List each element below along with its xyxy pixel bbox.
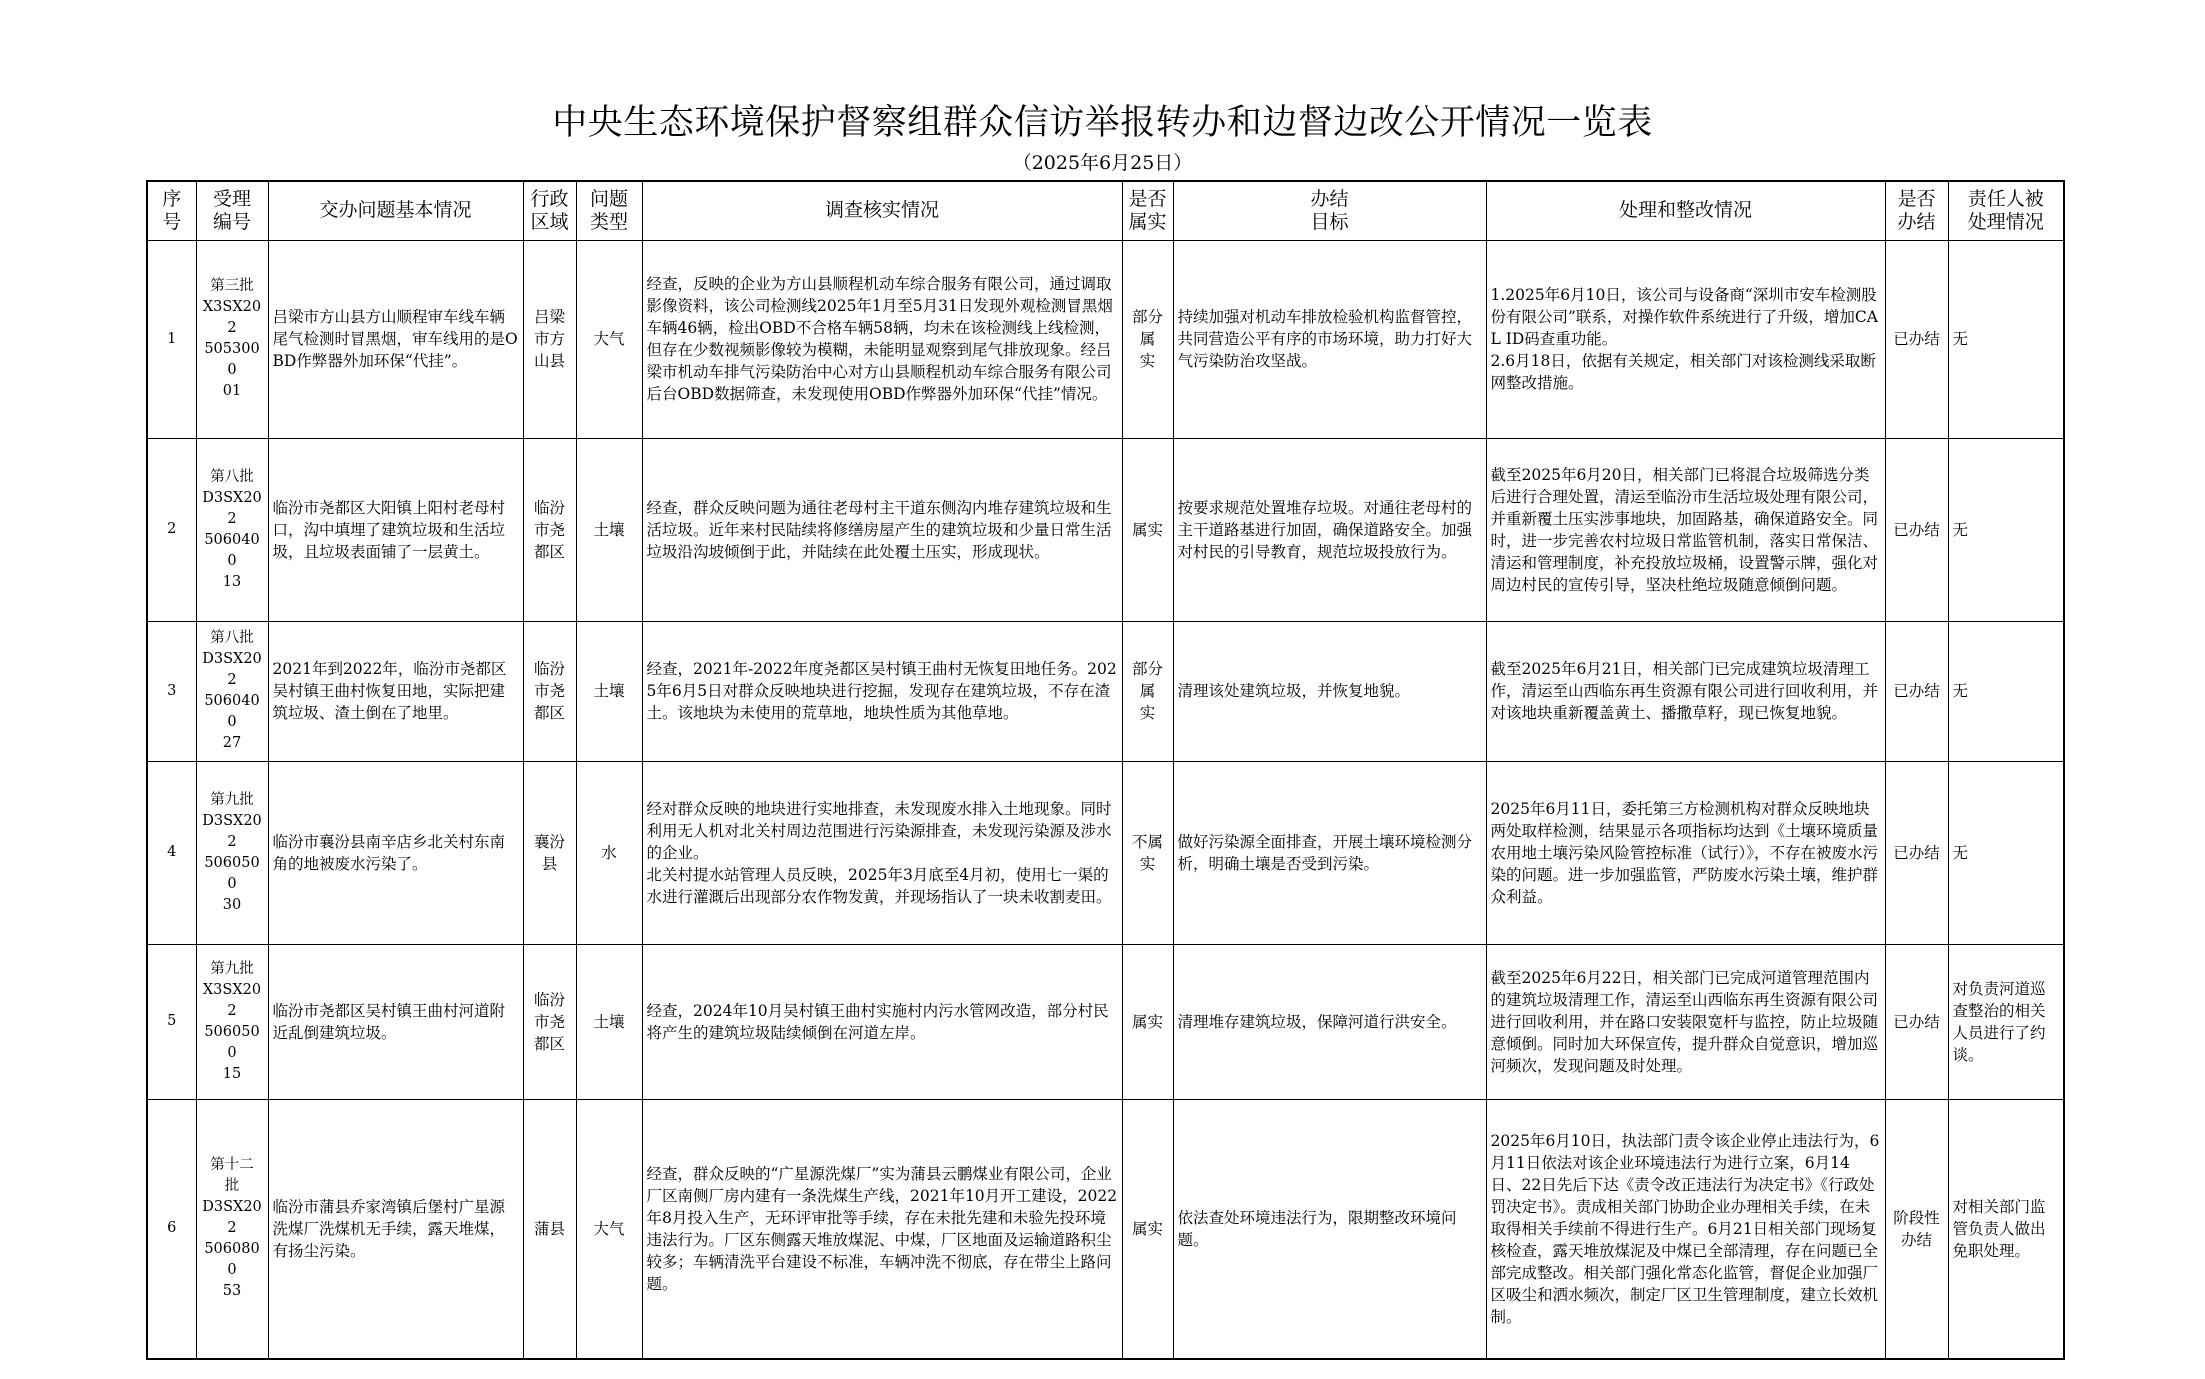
cell-code: 第三批 X3SX202 5053000 01 <box>196 240 268 438</box>
cell-problem: 临汾市尧都区大阳镇上阳村老母村口，沟中填埋了建筑垃圾和生活垃圾，且垃圾表面铺了一层黄土。 <box>268 438 523 621</box>
cell-accountability: 对负责河道巡查整治的相关人员进行了约谈。 <box>1948 944 2064 1099</box>
header-problem: 交办问题基本情况 <box>268 181 523 240</box>
cell-done: 阶段性 办结 <box>1885 1099 1948 1359</box>
table-row <box>147 240 2064 438</box>
cell-verified: 属实 <box>1122 1099 1173 1359</box>
cell-verified: 部分属 实 <box>1122 240 1173 438</box>
cell-type: 土壤 <box>576 944 642 1099</box>
cell-verified: 不属实 <box>1122 761 1173 944</box>
cell-investigation: 经查，2024年10月吴村镇王曲村实施村内污水管网改造，部分村民将产生的建筑垃圾陆续倾倒在河道左岸。 <box>642 944 1122 1099</box>
header-seq: 序 号 <box>147 181 196 240</box>
cell-handling: 2025年6月10日，执法部门责令该企业停止违法行为，6月11日依法对该企业环境违法行为进行立案，6月14日、22日先后下达《责令改正违法行为决定书》《行政处罚决定书》。责成相关部门协助企业办理相关手续，在未取得相关手续前不得进行生产。6月21日相关部门现场复核检查，露天堆放煤泥及中煤已全部清理，存在问题已全部完成整改。相关部门强化常态化监管，督促企业加强厂区吸尘和洒水频次，制定厂区卫生管理制度，建立长效机制。 <box>1486 1099 1885 1359</box>
cell-investigation: 经查，2021年-2022年度尧都区吴村镇王曲村无恢复田地任务。2025年6月5日对群众反映地块进行挖掘，发现存在建筑垃圾，不存在渣土。该地块为未使用的荒草地，地块性质为其他草地。 <box>642 621 1122 761</box>
cell-region: 临汾 市尧 都区 <box>523 438 576 621</box>
cell-region: 临汾 市尧 都区 <box>523 621 576 761</box>
header-type: 问题 类型 <box>576 181 642 240</box>
cell-accountability: 无 <box>1948 621 2064 761</box>
cell-verified: 属实 <box>1122 438 1173 621</box>
cell-code: 第十二 批 D3SX202 5060800 53 <box>196 1099 268 1359</box>
cell-accountability: 无 <box>1948 240 2064 438</box>
header-done: 是否 办结 <box>1885 181 1948 240</box>
cell-investigation: 经查，群众反映问题为通往老母村主干道东侧沟内堆存建筑垃圾和生活垃圾。近年来村民陆续将修缮房屋产生的建筑垃圾和少量日常生活垃圾沿沟坡倾倒于此，并陆续在此处覆土压实，形成现状。 <box>642 438 1122 621</box>
header-handling: 处理和整改情况 <box>1486 181 1885 240</box>
cell-seq: 2 <box>147 438 196 621</box>
cell-goal: 清理堆存建筑垃圾，保障河道行洪安全。 <box>1173 944 1486 1099</box>
table-row <box>147 621 2064 761</box>
table-row <box>147 944 2064 1099</box>
cell-type: 土壤 <box>576 438 642 621</box>
header-accountability: 责任人被 处理情况 <box>1948 181 2064 240</box>
cell-goal: 依法查处环境违法行为，限期整改环境问题。 <box>1173 1099 1486 1359</box>
cell-problem: 临汾市襄汾县南辛店乡北关村东南角的地被废水污染了。 <box>268 761 523 944</box>
cell-seq: 4 <box>147 761 196 944</box>
cell-code: 第八批 D3SX202 5060400 27 <box>196 621 268 761</box>
cell-handling: 截至2025年6月20日，相关部门已将混合垃圾筛选分类后进行合理处置，清运至临汾市生活垃圾处理有限公司，并重新覆土压实涉事地块，加固路基，确保道路安全。同时，进一步完善农村垃圾日常监管机制，落实日常保洁、清运和管理制度，补充投放垃圾桶，设置警示牌，强化对周边村民的宣传引导，坚决杜绝垃圾随意倾倒问题。 <box>1486 438 1885 621</box>
cell-type: 大气 <box>576 240 642 438</box>
header-region: 行政 区域 <box>523 181 576 240</box>
cell-handling: 2025年6月11日，委托第三方检测机构对群众反映地块两处取样检测，结果显示各项指标均达到《土壤环境质量农用地土壤污染风险管控标准（试行）》，不存在被废水污染的问题。进一步加强监管，严防废水污染土壤，维护群众利益。 <box>1486 761 1885 944</box>
cell-problem: 临汾市蒲县乔家湾镇后堡村广星源洗煤厂洗煤机无手续，露天堆煤，有扬尘污染。 <box>268 1099 523 1359</box>
cell-type: 水 <box>576 761 642 944</box>
table-row <box>147 1099 2064 1359</box>
cell-seq: 6 <box>147 1099 196 1359</box>
header-code: 受理 编号 <box>196 181 268 240</box>
cell-accountability: 无 <box>1948 438 2064 621</box>
report-table <box>146 180 2065 1360</box>
cell-goal: 清理该处建筑垃圾，并恢复地貌。 <box>1173 621 1486 761</box>
cell-done: 已办结 <box>1885 944 1948 1099</box>
cell-investigation: 经对群众反映的地块进行实地排查，未发现废水排入土地现象。同时利用无人机对北关村周边范围进行污染源排查，未发现污染源及涉水的企业。 北关村提水站管理人员反映，2025年3月底至4月初，使用七一渠的水进行灌溉后出现部分农作物发黄，并现场指认了一块未收割麦田。 <box>642 761 1122 944</box>
table-row <box>147 438 2064 621</box>
page-title: 中央生态环境保护督察组群众信访举报转办和边督边改公开情况一览表 <box>552 103 1653 143</box>
cell-verified: 部分属 实 <box>1122 621 1173 761</box>
cell-done: 已办结 <box>1885 438 1948 621</box>
cell-goal: 持续加强对机动车排放检验机构监督管控，共同营造公平有序的市场环境，助力打好大气污染防治攻坚战。 <box>1173 240 1486 438</box>
cell-handling: 1.2025年6月10日，该公司与设备商“深圳市安车检测股份有限公司”联系，对操作软件系统进行了升级，增加CAL ID码查重功能。 2.6月18日，依据有关规定，相关部门对该检测线采取断网整改措施。 <box>1486 240 1885 438</box>
cell-seq: 1 <box>147 240 196 438</box>
cell-goal: 做好污染源全面排查，开展土壤环境检测分析，明确土壤是否受到污染。 <box>1173 761 1486 944</box>
cell-seq: 3 <box>147 621 196 761</box>
cell-problem: 2021年到2022年，临汾市尧都区吴村镇王曲村恢复田地，实际把建筑垃圾、渣土倒在了地里。 <box>268 621 523 761</box>
cell-code: 第九批 X3SX202 5060500 15 <box>196 944 268 1099</box>
cell-region: 吕梁 市方 山县 <box>523 240 576 438</box>
cell-goal: 按要求规范处置堆存垃圾。对通往老母村的主干道路基进行加固，确保道路安全。加强对村民的引导教育，规范垃圾投放行为。 <box>1173 438 1486 621</box>
cell-code: 第九批 D3SX202 5060500 30 <box>196 761 268 944</box>
cell-type: 大气 <box>576 1099 642 1359</box>
cell-handling: 截至2025年6月21日，相关部门已完成建筑垃圾清理工作，清运至山西临东再生资源有限公司进行回收利用，并对该地块重新覆盖黄土、播撒草籽，现已恢复地貌。 <box>1486 621 1885 761</box>
cell-investigation: 经查，反映的企业为方山县顺程机动车综合服务有限公司，通过调取影像资料，该公司检测线2025年1月至5月31日发现外观检测冒黑烟车辆46辆，检出OBD不合格车辆58辆，均未在该检测线上线检测，但存在少数视频影像较为模糊，未能明显观察到尾气排放现象。经吕梁市机动车排气污染防治中心对方山县顺程机动车综合服务有限公司后台OBD数据筛查，未发现使用OBD作弊器外加环保“代挂”情况。 <box>642 240 1122 438</box>
cell-problem: 吕梁市方山县方山顺程审车线车辆尾气检测时冒黑烟，审车线用的是OBD作弊器外加环保“代挂”。 <box>268 240 523 438</box>
cell-verified: 属实 <box>1122 944 1173 1099</box>
table-header-row <box>147 181 2064 240</box>
page-subtitle: （2025年6月25日） <box>1012 152 1193 174</box>
header-investigation: 调查核实情况 <box>642 181 1122 240</box>
header-verified: 是否 属实 <box>1122 181 1173 240</box>
cell-done: 已办结 <box>1885 761 1948 944</box>
cell-investigation: 经查，群众反映的“广星源洗煤厂”实为蒲县云鹏煤业有限公司，企业厂区南侧厂房内建有一条洗煤生产线，2021年10月开工建设，2022年8月投入生产，无环评审批等手续，存在未批先建和未验先投环境违法行为。厂区东侧露天堆放煤泥、中煤，厂区地面及运输道路积尘较多；车辆清洗平台建设不标准，车辆冲洗不彻底，存在带尘上路问题。 <box>642 1099 1122 1359</box>
cell-done: 已办结 <box>1885 240 1948 438</box>
header-goal: 办结 目标 <box>1173 181 1486 240</box>
cell-region: 襄汾 县 <box>523 761 576 944</box>
cell-handling: 截至2025年6月22日，相关部门已完成河道管理范围内的建筑垃圾清理工作，清运至山西临东再生资源有限公司进行回收利用，并在路口安装限宽杆与监控，防止垃圾随意倾倒。同时加大环保宣传，提升群众自觉意识，增加巡河频次，发现问题及时处理。 <box>1486 944 1885 1099</box>
cell-problem: 临汾市尧都区吴村镇王曲村河道附近乱倒建筑垃圾。 <box>268 944 523 1099</box>
cell-seq: 5 <box>147 944 196 1099</box>
cell-code: 第八批 D3SX202 5060400 13 <box>196 438 268 621</box>
cell-region: 临汾 市尧 都区 <box>523 944 576 1099</box>
cell-accountability: 无 <box>1948 761 2064 944</box>
cell-type: 土壤 <box>576 621 642 761</box>
table-row <box>147 761 2064 944</box>
cell-region: 蒲县 <box>523 1099 576 1359</box>
cell-done: 已办结 <box>1885 621 1948 761</box>
cell-accountability: 对相关部门监管负责人做出免职处理。 <box>1948 1099 2064 1359</box>
